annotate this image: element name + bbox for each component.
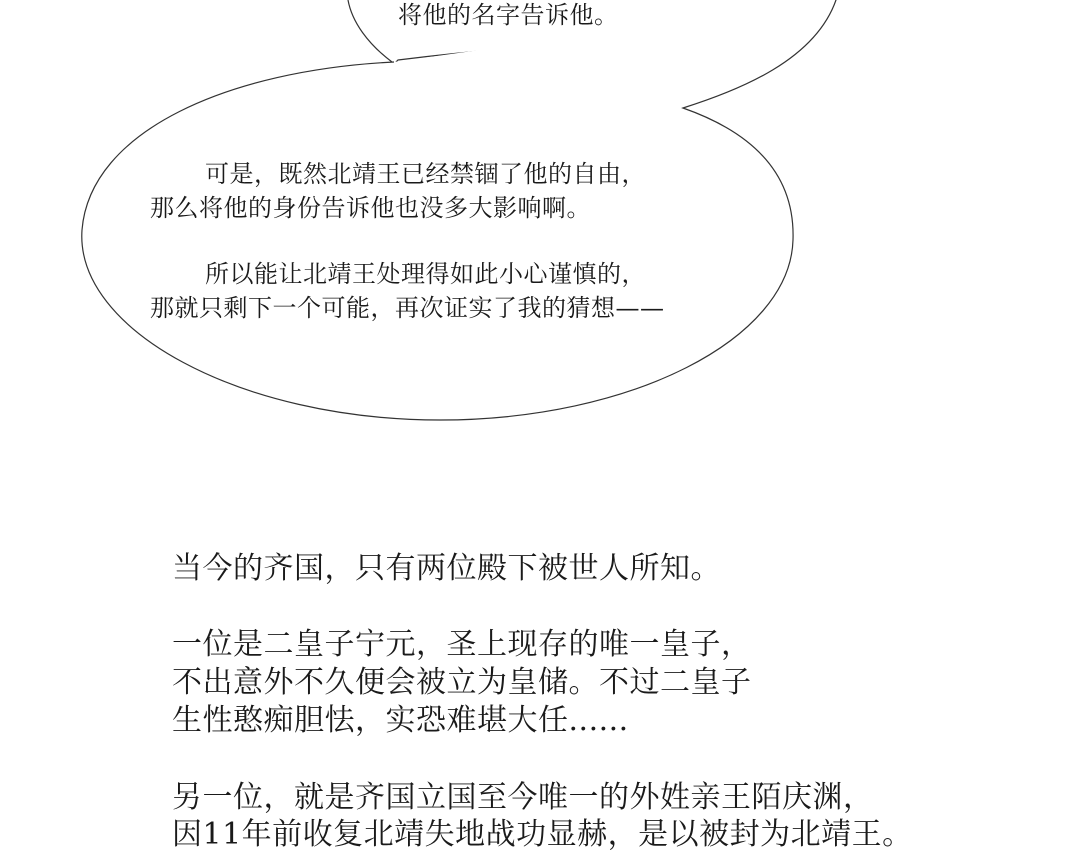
bubble-paragraph-2-line-2: 那就只剩下一个可能，再次证实了我的猜想—— [150,294,665,322]
narration-paragraph-3-line-1: 另一位，就是齐国立国至今唯一的外姓亲王陌庆渊， [172,780,874,815]
narration-paragraph-1: 当今的齐国，只有两位殿下被世人所知。 [172,551,721,586]
narration-paragraph-2-line-3: 生性憨痴胆怯，实恐难堪大任...... [172,703,629,738]
bubble-paragraph-1-line-1: 可是，既然北靖王已经禁锢了他的自由， [205,160,646,188]
narration-paragraph-2-line-2: 不出意外不久便会被立为皇储。不过二皇子 [172,665,752,700]
bubble-paragraph-2-line-1: 所以能让北靖王处理得如此小心谨慎的， [205,260,646,288]
bubble-paragraph-1-line-2: 那么将他的身份告诉他也没多大影响啊。 [150,194,591,222]
narration-paragraph-3-line-2: 因11年前收复北靖失地战功显赫，是以被封为北靖王。 [172,817,913,852]
bubble-top-line: 将他的名字告诉他。 [398,1,619,29]
narration-paragraph-2-line-1: 一位是二皇子宁元，圣上现存的唯一皇子， [172,627,752,662]
